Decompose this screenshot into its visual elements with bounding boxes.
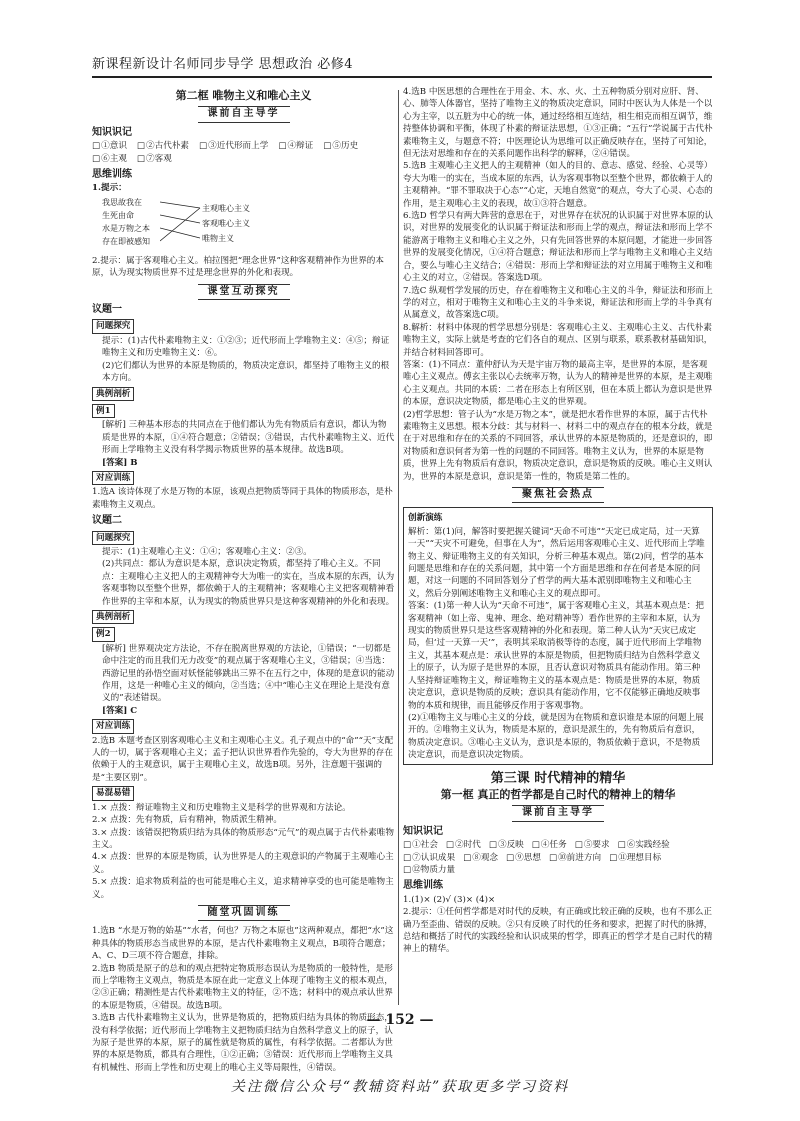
knowledge-item: □ ①社会: [403, 839, 438, 851]
diagram-left-item: 我思故我在: [102, 197, 142, 207]
footer-note: 关注微信公众号“教辅资料站”获取更多学习资料: [230, 1079, 570, 1095]
knowledge-item: □ ②古代朴素: [137, 140, 189, 152]
problem-explore-label: 问题探究: [92, 319, 134, 333]
pre-study-heading: 课前自主导学: [92, 106, 395, 122]
topic2-answer-1: 提示：(1)主观唯心主义：①④；客观唯心主义：②③。: [102, 546, 312, 557]
topic1-answer-2: (2)它们都认为世界的本原是物质的，物质决定意识，都坚持了唯物主义的根本方向。: [102, 360, 390, 384]
innovation-analysis: 解析：第(1)问，解答时要把握关键词“天命不可违”“天定已成定局，过一天算一天”“天灾不可避免，但事在人为”，然后运用客观唯心主义、近代形而上学唯物主义、辩证唯物主义的有关知识，分析三种基本观点。第(2)问，哲学的基本问题是思维和存在的关系问题，其中第一个方面是思维和存在何者是本原的问题，对这一问题的不同回答划分了哲学的两大基本派别即唯物主义和唯心主义，然后分别阐述唯物主义和唯心主义的观点即可。: [408, 526, 705, 599]
section-title: 第二框 唯物主义和唯心主义: [175, 89, 312, 102]
drill-heading: 随堂巩固训练: [92, 905, 395, 921]
hot-topic-heading: 聚焦社会热点: [403, 487, 713, 503]
knowledge-item: □ ④辩证: [278, 140, 313, 152]
class-heading: 课堂互动探究: [92, 284, 395, 300]
knowledge-item: □ ⑦认识成果: [403, 852, 455, 864]
confusion-1: 1.× 点拨：辩证唯物主义和历史唯物主义是科学的世界观和方法论。: [92, 802, 351, 813]
thinking-heading-2: 思维训练: [403, 880, 443, 892]
knowledge-item: □ ⑤历史: [323, 140, 358, 152]
topic-2: 议题二: [92, 515, 122, 527]
example-1-tag: 例1: [92, 404, 115, 418]
knowledge-list-2: [403, 839, 713, 876]
innovation-answer-1: 答案：(1)第一种人认为“天命不可违”，属于客观唯心主义，其基本观点是：把客观精神（如上帝、鬼神、理念、绝对精神等）看作世界的主宰和本原，认为现实的物质世界只是这些客观精神的外化和表现。第二种人认为“天灾已成定局，但‘过一天算一天’”，表明其采取消极等待的态度，属于近代形而上学唯物主义，其基本观点是：承认世界的本原是物质，但把物质归结为自然科学意义上的原子，认为原子是世界的本原，且否认意识对物质具有能动作用。第三种人坚持辩证唯物主义，辩证唯物主义的基本观点是：物质是世界的本原，物质决定意识，意识是物质的反映；意识具有能动作用，它不仅能够正确地反映事物的本质和规律，而且能够反作用于客观事物。: [408, 601, 704, 711]
page-number: — 152 —: [366, 1012, 434, 1028]
drill-8-answer-2: (2)哲学思想：管子认为“水是万物之本”，就是把水看作世界的本原，属于古代朴素唯物主义思想。根本分歧：其与材料一、材料二中的观点存在的根本分歧，就是在于对思维和存在的关系的不同回答，承认世界的本原是物质的，还是意识的，即对物质和意识何者为第一性的问题的不同回答。唯物主义认为，世界的本原是物质，世界上先有物质后有意识，物质决定意识，意识是物质的反映。唯心主义则认为，世界的本原是意识，意识是第一性的，物质是第二性的。: [403, 409, 713, 482]
knowledge-item: □ ③近代形而上学: [199, 140, 268, 152]
diagram-right-item: 客观唯心主义: [202, 218, 250, 228]
thinking-heading: 思维训练: [92, 169, 132, 181]
drill-3: 3.选B 古代朴素唯物主义认为，世界是物质的，把物质归结为具体的物质形态，没有科学依据；近代形而上学唯物主义把物质归结为自然科学意义上的原子，认为原子是世界的本原，原子的属性就是物质的属性，有科学依据。二者都认为世界的本原是物质，都具有合理性，①②正确；③错误：近代形而上学唯物主义具有机械性、形而上学性和历史观上的唯心主义等局限性，④错误。: [92, 1013, 393, 1073]
drill-6: 6.选D 哲学只有两大阵营的意思在于，对世界存在状况的认识属于对世界本原的认识，对世界的发展变化的认识属于辩证法和形而上学的观点，辩证法和形而上学不能游离于唯物主义和唯心主义之外，只有先回答世界的本原问题，才能进一步回答世界的发展变化情况，①④符合题意；辩证法和形而上学与唯物主义和唯心主义结合，要么与唯心主义结合；④错误：形而上学和辩证法的对立用属于唯物主义和唯心主义的对立，②错误。答案选D项。: [403, 211, 714, 284]
matching-diagram: [102, 197, 395, 253]
knowledge-heading-2: 知识识记: [403, 825, 443, 837]
knowledge-item: □ ⑥实践经验: [618, 839, 670, 851]
thinking-2-q2: 2.提示：①任何哲学都是对时代的反映，有正确或比较正确的反映，也有不那么正确乃至歪曲、错误的反映。②只有反映了时代的任务和要求，把握了时代的脉搏，总结和概括了时代的实践经验和认识成果的哲学，即真正的哲学才是自己时代的精神上的精华。: [403, 907, 713, 955]
frame-title: 第一框 真正的哲学都是自己时代的精神上的精华: [440, 787, 676, 801]
column-divider: [398, 90, 399, 1005]
example2-analysis: [解析] 世界观决定方法论，不存在脱离世界观的方法论，①错误；“一切都是命中注定的而且我们无力改变”的观点属于客观唯心主义，③错误；④当选：西游记里的孙悟空面对妖怪能够跳出三界不在五行之中，体现的是意识的能动作用，这是一种唯心主义的倾向，②当选；④中“唯心主义在理论上是没有意义的”表述错误。: [102, 643, 395, 704]
example-label: 典例剖析: [92, 387, 134, 401]
knowledge-item: □ ⑦客观: [137, 153, 172, 165]
right-column: [403, 86, 713, 956]
thinking-2-q1: 1.(1)× (2)√ (3)× (4)×: [403, 894, 496, 905]
drill-4: 4.选B 中医思想的合理性在于用金、木、水、火、土五种物质分别对应肝、肾、心、肺等人体器官，坚持了唯物主义的物质决定意识，同时中医认为人体是一个以心为主宰，以五脏为中心的统一体，通过经络相互连结，相生相克而相互调节，维持整体协调和平衡，体现了朴素的辩证法思想，①③正确；“五行”学说属于古代朴素唯物主义，与题意不符；中医理论认为思维可以正确反映存在，坚持了可知论，但无法对思维和存在的关系问题作出科学的解释，②④错误。: [403, 87, 713, 160]
q1-label: 1.提示：: [92, 183, 127, 194]
topic1-answer-1: 提示：(1)古代朴素唯物主义：①②③；近代形而上学唯物主义：④⑤；辩证唯物主义和历史唯物主义：⑥。: [102, 335, 390, 359]
drill-8-analysis: 8.解析：材料中体现的哲学思想分别是：客观唯心主义、主观唯心主义、古代朴素唯物主义，实际上就是考查的它们各自的观点、区别与联系，联系教材基础知识，并结合材料回答即可。: [403, 322, 713, 358]
knowledge-item: □ ⑥主观: [92, 153, 127, 165]
innovation-answer-2: (2)①唯物主义与唯心主义的分歧，就是因为在物质和意识谁是本原的问题上展开的。②唯物主义认为，物质是本原的，意识是派生的，先有物质后有意识，物质决定意识。③唯心主义认为，意识是本原的，物质依赖于意识，不是物质决定意识，而是意识决定物质。: [408, 712, 704, 761]
knowledge-list: [92, 140, 395, 165]
header-title: 新课程新设计名师同步导学 思想政治 必修4: [92, 57, 354, 72]
matching-lines: [160, 197, 202, 251]
q2-text: 2.提示：属于客观唯心主义。柏拉图把“理念世界”这种客观精神作为世界的本原，认为现实物质世界不过是理念世界的外化和表现。: [92, 255, 384, 279]
knowledge-item: □ ④任务: [532, 839, 567, 851]
example2-answer: [答案] C: [102, 705, 138, 716]
knowledge-item: □ ⑩前进方向: [549, 852, 601, 864]
knowledge-item: □ ③反映: [489, 839, 524, 851]
page-header: [92, 50, 712, 78]
knowledge-item: □ ②时代: [446, 839, 481, 851]
example1-answer: [答案] B: [102, 457, 138, 468]
diagram-left-item: 水是万物之本: [102, 223, 150, 233]
innovation-box: [403, 507, 713, 764]
left-column: [92, 86, 395, 1074]
knowledge-item: □ ①意识: [92, 140, 127, 152]
confusion-2: 2.× 点拨：先有物质，后有精神，物质派生精神。: [92, 815, 283, 826]
drill-5: 5.选B 主观唯心主义把人的主观精神（如人的目的、意志、感觉、经验、心灵等）夸大为唯一的实在，当成本原的东西，认为客观事物以至整个世界，都依赖于人的主观精神。“罪不罪取决于心态”“心定，天地自然宽”的观点，夸大了心灵、心态的作用，是主观唯心主义的表现，故①③符合题意。: [403, 161, 713, 209]
knowledge-item: □ ⑧观念: [463, 852, 498, 864]
confusion-label: 易混易错: [92, 786, 134, 800]
knowledge-heading: 知识识记: [92, 126, 132, 138]
diagram-right-item: 唯物主义: [202, 233, 234, 243]
topic2-answer-2: (2)共同点：都认为意识是本原，意识决定物质，都坚持了唯心主义。不同点：主观唯心主义把人的主观精神夸大为唯一的实在，当成本原的东西，认为客观事物以至整个世界，都依赖于人的主观精神；客观唯心主义把客观精神看作世界的主宰和本原，认为现实的物质世界只是这种客观精神的外化和表现。: [102, 559, 395, 607]
knowledge-item: □ ⑫物质力量: [403, 864, 455, 876]
knowledge-item: □ ⑨思想: [506, 852, 541, 864]
confusion-5: 5.× 点拨：追求物质利益的也可能是唯心主义，追求精神享受的也可能是唯物主义。: [92, 877, 394, 900]
example-label: 典例剖析: [92, 610, 134, 624]
example1-analysis: [解析] 三种基本形态的共同点在于他们都认为先有物质后有意识，都认为物质是世界的本原，①④符合题意；②错误；③错误，古代朴素唯物主义、近代形而上学唯物主义没有科学揭示物质世界的基本规律。故选B项。: [102, 420, 395, 456]
confusion-4: 4.× 点拨：世界的本原是物质，认为世界是人的主观意识的产物属于主观唯心主义。: [92, 852, 394, 875]
training-2: 2.选B 本题考查区别客观唯心主义和主观唯心主义。孔子观点中的“命”“天”支配人的一切，属于客观唯心主义；孟子把认识世界看作先验的，夸大为世界的存在依赖于人的主观意识，属于主观唯心主义，故选B项。另外，注意题干强调的是“主要区别”。: [92, 735, 394, 783]
drill-8-answer-1: 答案：(1)不同点：董仲舒认为天是宇宙万物的最高主宰，是世界的本原，是客观唯心主义观点。傅玄主张以心去统率万物，认为人的精神是世界的本原，是主观唯心主义观点。共同的本质：二者在形态上有所区别，但在本质上都认为意识是世界的本原，意识决定物质，都是唯心主义的世界观。: [403, 359, 713, 408]
topic-1: 议题一: [92, 304, 122, 316]
problem-explore-label: 问题探究: [92, 531, 134, 545]
lesson-title: 第三课 时代精神的精华: [490, 770, 626, 786]
training-label: 对应训练: [92, 719, 134, 733]
diagram-left-item: 存在即被感知: [102, 236, 150, 246]
pre-study-heading-2: 课前自主导学: [403, 805, 713, 821]
knowledge-item: □ ⑤要求: [575, 839, 610, 851]
training-label: 对应训练: [92, 471, 134, 485]
drill-7: 7.选C 纵观哲学发展的历史，存在着唯物主义和唯心主义的斗争，辩证法和形而上学的对立，相对于唯物主义和唯心主义的斗争来说，辩证法和形而上学的斗争真有从属意义，故答案选C项。: [403, 285, 713, 321]
drill-1: 1.选B “水是万物的始基”“水者，何也？万物之本原也”这两种观点，都把“水”这种具体的物质形态当成世界的本原，是古代朴素唯物主义观点，B项符合题意；A、C、D三项不符合题意，排除。: [92, 926, 394, 962]
knowledge-item: □ ⑪理想目标: [609, 852, 661, 864]
innovation-label: 创新演练: [408, 513, 443, 524]
training-1: 1.选A 该诗体现了水是万物的本原，该观点把物质等同于具体的物质形态，是朴素唯物主义观点。: [92, 487, 393, 510]
diagram-left-item: 生死由命: [102, 210, 134, 220]
diagram-right-item: 主观唯心主义: [202, 203, 250, 213]
drill-2: 2.选B 物质是原子的总和的观点把特定物质形态误认为是物质的一般特性，是形而上学唯物主义观点，物质是本原在此一定意义上体现了唯物主义的根本观点，②③正确；精测性是古代朴素唯物主义的特征，②不选；材料中的观点承认世界的本原是物质，④错误。故选B项。: [92, 963, 393, 1011]
example-2-tag: 例2: [92, 627, 115, 641]
confusion-3: 3.× 点拨：该错误把物质归结为具体的物质形态“元气”的观点属于古代朴素唯物主义。: [92, 827, 394, 850]
